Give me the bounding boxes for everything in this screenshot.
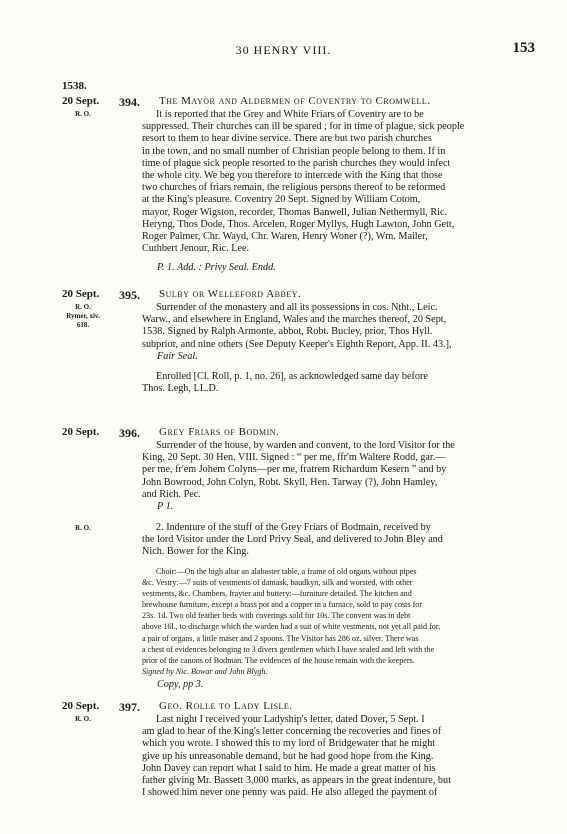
entry-note: Fair Seal. — [157, 351, 198, 362]
page-number: 153 — [512, 40, 535, 56]
text-line: Cuthbert Jenour, Ric. Lee. — [142, 243, 250, 255]
text-line: two churches of friars remain, the religious persons thereof to be reformed — [142, 182, 446, 194]
source-ref: R. O. — [75, 524, 91, 532]
watermark-stamp-lower — [6, 520, 46, 740]
text-line: Roger Palmer, Chr. Wayd, Chr. Waren, Henry Woner (?), Wm. Mailer, — [142, 231, 428, 243]
text-line: in the town, and no small number of Christian people belong to them. If in — [142, 145, 446, 157]
text-line: Last night I received your Ladyship's letter, dated Dover, 5 Sept. I — [156, 714, 425, 725]
inventory-detail — [142, 566, 537, 677]
text-line: 23s. 1d. Two old feather beds with coverings sold for 10s. The convent was in debt — [142, 611, 411, 621]
text-line: subprior, and nine others (See Deputy Keeper's Eighth Report, App. II. 43.], — [142, 338, 452, 350]
text-line: 2. Indenture of the stuff of the Grey Friars of Bodmain, received by — [156, 522, 431, 533]
running-title: 30 HENRY VIII. — [235, 43, 332, 57]
text-line: Surrender of the monastery and all its possessions in cos. Ntht., Leic. — [156, 302, 438, 313]
indenture-body — [142, 522, 537, 559]
text-line: Warw., and elsewhere in England, Wales and the marches thereof, 20 Sept, — [142, 314, 447, 326]
text-line: the whole city. We beg you therefore to intercede with the King that those — [142, 170, 443, 182]
source-line: Rymer, xiv. — [66, 312, 100, 320]
source-ref: R. O. — [75, 110, 91, 118]
entry-number: 396. — [119, 426, 140, 440]
entry-note: Copy, pp 3. — [157, 679, 204, 690]
text-line: John Davey can report what I said to him. He made a great matter of his — [142, 762, 436, 774]
entry-note: P 1. — [157, 501, 174, 512]
source-ref: R. O. — [75, 715, 91, 723]
entry-body — [142, 302, 537, 351]
text-line: John Bowrood, John Colyn, Robt. Skyll, Hen. Tarway (?), John Hamley, — [142, 476, 438, 488]
text-line: 1538. Signed by Ralph Armonte, abbot, Robt. Bucley, prior, Thos Hyll. — [142, 326, 433, 338]
text-line: time of plague sick people resorted to the parish churches they would infect — [142, 157, 451, 169]
entry-note: P. 1. Add. : Privy Seal. Endd. — [157, 262, 276, 273]
text-line: prior of the canons of Bodman. The evidences of the house remain with the keepers. — [142, 655, 415, 665]
text-line: suppressed. Their churches can ill be spared ; for in time of plague, sick people — [142, 121, 465, 133]
text-line: vestments, &c. Chambers, frayter and buttery:—furniture detailed. The kitchen and — [142, 589, 412, 599]
entry-heading: The Mayor and Aldermen of Coventry to Cromwell. — [159, 95, 431, 107]
text-line: the lord Visitor under the Lord Privy Seal, and delivered to John Bley and — [142, 534, 443, 546]
entry-date: 20 Sept. — [62, 95, 100, 107]
text-line: a chest of evidences belonging to 3 divers gentlemen which I have sealed and left with the — [142, 644, 435, 654]
text-line: father giving Mr. Bassett 3,000 marks, as appears in the great indenture, but — [142, 775, 451, 787]
running-header — [0, 40, 567, 60]
text-line: &c. Vestry:—7 suits of vestments of damask, baudkyn, silk and worsted, with other — [142, 578, 413, 588]
entry-number: 394. — [119, 95, 140, 109]
entry-date: 20 Sept. — [62, 700, 100, 712]
text-line: I showed him never one penny was paid. He also alleged the payment of — [142, 787, 438, 799]
text-line: Enrolled [Cl. Roll, p. 1, no. 26], as acknowledged same day before — [156, 371, 428, 382]
text-line: Thos. Legh, LL.D. — [142, 383, 219, 395]
entry-heading: Geo. Rolle to Lady Lisle. — [159, 700, 293, 712]
entry-body — [142, 109, 537, 255]
text-line: King, 20 Sept. 30 Hen. VIII. Signed : “ per me, ffr'm Waltere Rodd, gar.— — [142, 452, 446, 464]
text-line: which you wrote. I showed this to my lord of Bridgewater that he might — [142, 738, 436, 750]
entry-number: 395. — [119, 288, 140, 302]
text-line: Nich. Bower for the King. — [142, 546, 249, 558]
entry-body — [142, 440, 537, 501]
text-line: resort to them to hear divine service. There are but two parish churches — [142, 133, 432, 145]
text-line: at the King's pleasure. Coventry 20 Sept. Signed by William Cotom, — [142, 194, 421, 206]
text-line: It is reported that the Grey and White Friars of Coventry are to be — [156, 109, 424, 120]
text-line: mayor, Roger Wigston, recorder, Thomas Banwell, Julian Nethermyll, Ric. — [142, 206, 448, 218]
entry-heading: Grey Friars of Bodmin. — [159, 426, 280, 438]
source-ref — [62, 303, 104, 330]
entry-date: 20 Sept. — [62, 288, 100, 300]
text-line: a pair of organs, a little maser and 2 spoons. The Visitor has 286 oz. silver. There was — [142, 633, 419, 643]
text-line: above 16l., to discharge which the warden had a suit of white vestments, not yet all paid for, — [142, 622, 441, 632]
text-line: and Rich. Pec. — [142, 488, 201, 500]
text-line: Signed by Nic. Bowar and John Blygh. — [142, 666, 268, 676]
entry-number: 397. — [119, 700, 140, 714]
entry-body-continued — [142, 371, 537, 395]
entry-date: 20 Sept. — [62, 426, 100, 438]
text-line: am glad to hear of the King's letter concerning the recoveries and fines of — [142, 726, 442, 738]
text-line: Choir:—On the high altar an alabaster table, a frame of old organs without pipes — [156, 567, 417, 576]
text-line: Heryng, Thos Dode, Thos. Arcelen, Roger Myllys, Hugh Lawton, John Gett, — [142, 218, 455, 230]
text-line: per me, fr'em Johem Colyns—per me, fratrem Richardum Kesern ” and by — [142, 464, 447, 476]
entry-heading: Sulby or Welleford Abbey. — [159, 288, 302, 300]
source-line: R. O. — [75, 303, 91, 311]
entry-body — [142, 714, 537, 799]
text-line: brewhouse furniture, except a brass pot and a copper in a furnace, sold to pay costs for — [142, 600, 423, 610]
source-line: 618. — [76, 321, 90, 329]
text-line: Surrender of the house, by warden and convent, to the lord Visitor for the — [156, 440, 455, 451]
year-label: 1538. — [62, 80, 87, 92]
text-line: give up his unreasonable demand, but he had good hope from the King. — [142, 750, 434, 762]
